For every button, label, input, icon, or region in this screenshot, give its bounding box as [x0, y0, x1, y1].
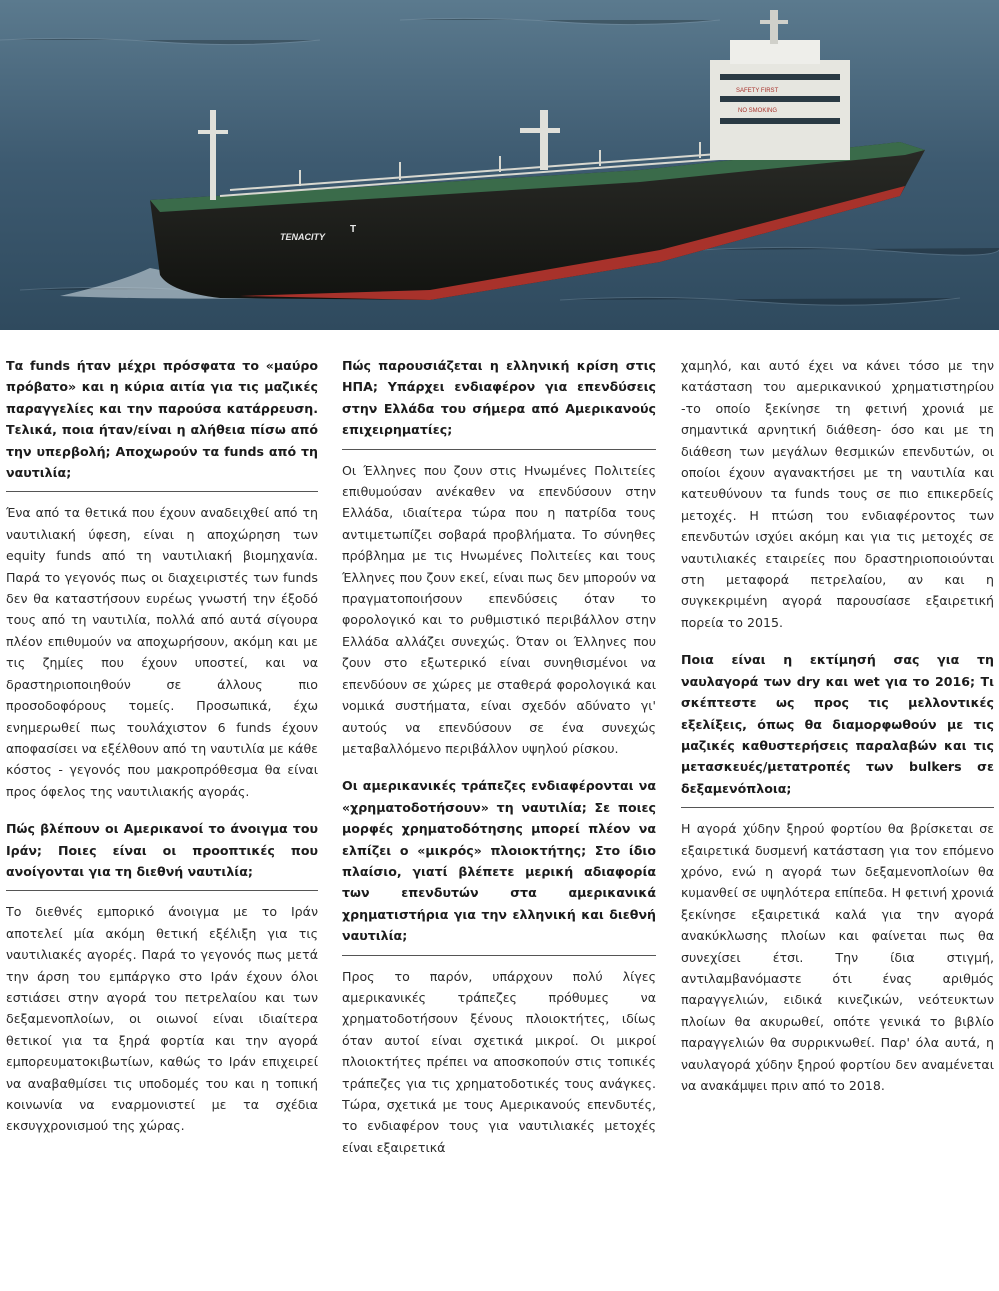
answer-4-part-1: Προς το παρόν, υπάρχουν πολύ λίγες αμερικανικές τράπεζες πρόθυμες να χρηματοδοτήσουν ξένους πλοιοκτήτες, ιδίως όταν αυτοί είναι σχετικά μικροί. Οι μικροί πλοιοκτήτες πρέπει να αποσκοπούν στις τοπικές τράπεζες για τις χρηματοδοτικές τους ανάγκες. Τώρα, σχετικά με τους Αμερικανούς επενδυτές, το ενδιαφέρον τους για ναυτιλιακές μετοχές είναι εξαιρετικά [342, 968, 656, 1155]
question-2: Πώς βλέπουν οι Αμερικανοί το άνοιγμα του Ιράν; Ποιες είναι οι προοπτικές που ανοίγονται για τη διεθνή ναυτιλία; [6, 818, 318, 891]
article-column-2 [342, 355, 656, 1285]
hull-mark: T [350, 224, 357, 235]
bridge-sign-1: SAFETY FIRST [736, 88, 779, 94]
hull-name: TENACITY [280, 232, 325, 242]
bridge-sign-2: NO SMOKING [738, 108, 778, 114]
question-4: Οι αμερικανικές τράπεζες ενδιαφέρονται να «χρηματοδοτήσουν» τη ναυτιλία; Σε ποιες μορφές χρηματοδότησης μπορεί πλέον να ελπίζει ο «μικρός» πλοιοκτήτης; Στο ίδιο πλαίσιο, γιατί βλέπετε μερική αδιαφορία των επενδυτών στα αμερικανικά χρηματιστήρια για την ελληνική και διεθνή ναυτιλία; [342, 775, 656, 955]
answer-1: Ένα από τα θετικά που έχουν αναδειχθεί από τη ναυτιλιακή ύφεση, είναι η αποχώρηση των equity funds από τη ναυτιλιακή βιομηχανία. Παρά το γεγονός πως οι διαχειριστές των funds δεν θα καταστήσουν ευρέως γνωστή την έξοδό τους από τη ναυτιλία, πολλά από αυτά σίγουρα πλέον επιθυμούν να αποχωρήσουν, ακόμη και με τις ζημίες που έχουν υποστεί, και να δραστηριοποιηθούν σε άλλους πιο προσοδοφόρους τομείς. Προσωπικά, έχω ενημερωθεί πως τουλάχιστον 6 funds έχουν αποφασίσει να εξέλθουν από τη ναυτιλία με κάθε κόστος - γεγονός που μακροπρόθεσμα θα είναι προς όφελος της ναυτιλιακής αγοράς. [6, 505, 318, 799]
question-5: Ποια είναι η εκτίμησή σας για τη ναυλαγορά των dry και wet για το 2016; Τι σκέπτεστε ως προς τις μελλοντικές εξελίξεις, όπως θα διαμορφωθούν με τις μαζικές καθυστερήσεις παραλαβών και τις μετασκευές/μετατροπές των bulkers σε δεξαμενόπλοια; [681, 649, 994, 808]
question-3: Πώς παρουσιάζεται η ελληνική κρίση στις ΗΠΑ; Υπάρχει ενδιαφέρον για επενδύσεις στην Ελλάδα του σήμερα από Αμερικανούς επιχειρηματίες; [342, 355, 656, 450]
answer-3: Οι Έλληνες που ζουν στις Ηνωμένες Πολιτείες επιθυμούσαν ανέκαθεν να επενδύσουν στην Ελλάδα, ιδιαίτερα τώρα που η πατρίδα τους αντιμετωπίζει σοβαρά προβλήματα. Το σύνηθες πρόβλημα με τις Ηνωμένες Πολιτείες και τους Έλληνες που ζουν εκεί, είναι πως δεν μπορούν να πραγματοποιήσουν επενδύσεις όταν το φορολογικό και το ρυθμιστικό περιβάλλον στην Ελλάδα αλλάζει συνεχώς. Όταν οι Έλληνες που ζουν στο εξωτερικό είναι συνηθισμένοι να επενδύουν σε χώρες με σταθερά φορολογικά και νομικά συστήματα, είναι σχεδόν αδύνατο γι' αυτούς να επενδύσουν σε ένα συνεχώς μεταβαλλόμενο περιβάλλον υψηλού ρίσκου. [342, 462, 656, 756]
question-1: Τα funds ήταν μέχρι πρόσφατα το «μαύρο πρόβατο» και η κύρια αιτία για τις μαζικές παραγγελίες και την παρούσα κατάρρευση. Τελικά, ποια ήταν/είναι η αλήθεια πίσω από την υπερβολή; Αποχωρούν τα funds από τη ναυτιλία; [6, 355, 318, 492]
answer-2: Το διεθνές εμπορικό άνοιγμα με το Ιράν αποτελεί μία ακόμη θετική εξέλιξη για τις ναυτιλιακές αγορές. Παρά το γεγονός πως μετά την άρση του εμπάργκο στο Ιράν έχουν όλοι εστιάσει στην αγορά του πετρελαίου και των δεξαμενοπλοίων, οι οιωνοί είναι ιδιαίτερα θετικοί για τα ξηρά φορτία και την αγορά εμπορευματοκιβωτίων, καθώς το Ιράν επιχειρεί να αναβαθμίσει τις υποδομές του και η τοπική κοινωνία να εναρμονιστεί με τα σχέδια εκσυγχρονισμού της χώρας. [6, 904, 318, 1134]
answer-4-part-2: χαμηλό, και αυτό έχει να κάνει τόσο με την κατάσταση του αμερικανικού χρηματιστηρίου -το οποίο ξεκίνησε τη φετινή χρονιά με σημαντικά αρνητική διάθεση- όσο και με τη διάθεση των μεγάλων θεσμικών επενδυτών, οι οποίοι έχουν αγανακτήσει με τη ναυτιλία και κατευθύνουν τα funds τους σε πιο επικερδείς μετοχές. Η πτώση του ενδιαφέροντος των επενδυτών ισχύει ακόμη και για τις μετοχές σε ναυτιλιακές εταιρείες που δραστηριοποιούνται στη μεταφορά πετρελαίου, αν και η συγκεκριμένη αγορά παρουσίασε εξαιρετική πορεία το 2015. [681, 358, 994, 630]
answer-5: Η αγορά χύδην ξηρού φορτίου θα βρίσκεται σε εξαιρετικά δυσμενή κατάσταση για τον επόμενο χρόνο, ενώ η αγορά των δεξαμενοπλοίων θα κυμανθεί σε υψηλότερα επίπεδα. Η φετινή χρονιά ξεκίνησε εξαιρετικά καλά για την αγορά ανακύκλωσης πλοίων και φαίνεται πως θα συνεχίσει έτσι. Την ίδια στιγμή, αντιλαμβανόμαστε ότι ένας αριθμός παραγγελιών, ειδικά κινεζικών, νεότευκτων πλοίων θα ακυρωθεί, οπότε γενικά το βιβλίο παραγγελιών θα συρρικνωθεί. Παρ' όλα αυτά, η ναυλαγορά χύδην ξηρού φορτίου δεν αναμένεται να ανακάμψει πριν από το 2018. [681, 821, 994, 1093]
article-columns [0, 355, 999, 1291]
article-column-1 [6, 355, 318, 1285]
tanker-ship-icon [0, 0, 999, 330]
article-column-3 [681, 355, 994, 1285]
tanker-photo [0, 0, 999, 330]
